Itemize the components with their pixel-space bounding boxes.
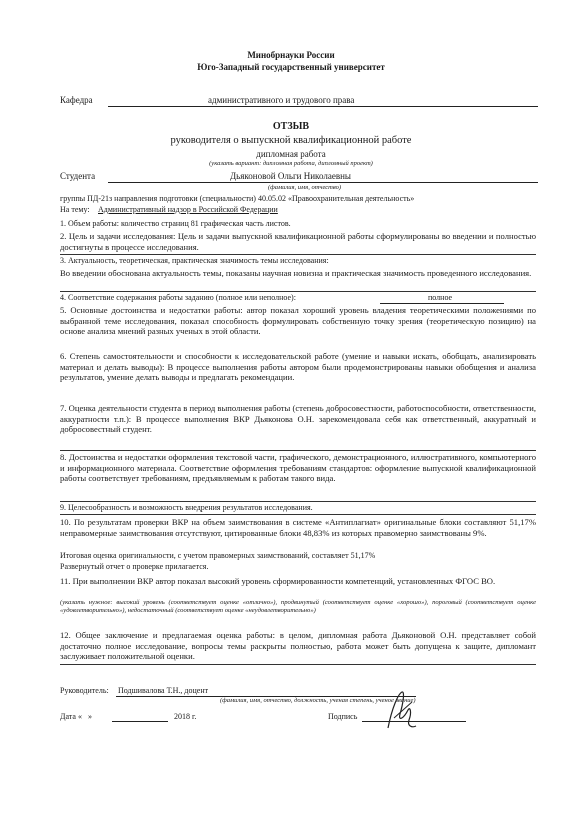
section-11: 11. При выполнении ВКР автор показал высокий уровень сформированности компетенций, установленных ФГОС ВО. — [60, 576, 496, 586]
university-title: Юго-Западный государственный университет — [197, 62, 385, 72]
work-type-hint: (указать вариант: дипломная работа, дипломный проект) — [209, 160, 373, 167]
section-8: 8. Достоинства и недостатки оформления текстовой части, графического, демонстрационного, иллюстративного, компьютерного и информационного материала. Соответствие оформления требованиям стандартов: оформление выпускной квалификационной работы соответствует требованиям, предъявляемым к работам такого вида. — [60, 452, 536, 484]
kafedra-label: Кафедра — [60, 95, 93, 105]
date-label: Дата « — [60, 712, 82, 721]
section-1: 1. Объем работы: количество страниц 81 графическая часть листов. — [60, 219, 291, 228]
divider — [60, 664, 536, 665]
section-11-hint: (указать нужное: высокий уровень (соответствует оценке «отлично»), продвинутый (соответствует оценке «хорошо»), пороговый (соответствует оценке «удовлетворительно»), недостаточный (соответствует оценке «неудовлетворительно») — [60, 599, 536, 615]
section-10-report: Развернутый отчет о проверке прилагается. — [60, 562, 209, 571]
section-12: 12. Общее заключение и предлагаемая оценка работы: в целом, дипломная работа Дьяконовой О.Н. представляет собой достаточно полное исследование, вопросы темы раскрыты полностью, работа может быть допущена к защите, дипломант заслуживает положительной оценки. — [60, 630, 536, 662]
divider — [60, 501, 536, 502]
kafedra-value: административного и трудового права — [208, 95, 355, 105]
section-7: 7. Оценка деятельности студента в период выполнения работы (степень добросовестности, работоспособности, ответственности, аккуратности т.п.): В процессе выполнения ВКР Дьяконова О.Н. зарекомендовала себя как ответственный, аккуратный и добросовестный студент. — [60, 403, 536, 435]
review-word: ОТЗЫВ — [272, 121, 310, 132]
section-5: 5. Основные достоинства и недостатки работы: автор показал хороший уровень владения теоретическими положениями по выбранной теме исследования, показал способность формулировать собственную точку зрения (теоретическую позицию) на основе анализа мнений разных ученых в этой области. — [60, 305, 536, 337]
topic-label: На тему: — [60, 205, 90, 214]
section-2: 2. Цель и задачи исследования: Цель и задачи выпускной квалификационной работы сформулированы во введении и полностью достигнуты в процессе исследования. — [60, 231, 536, 252]
work-type: дипломная работа — [256, 149, 326, 159]
student-underline — [108, 182, 538, 183]
supervisor-value: Подшивалова Т.Н., доцент — [118, 686, 209, 695]
date-year: 2018 г. — [174, 712, 197, 721]
supervisor-label: Руководитель: — [60, 686, 109, 695]
section-4-underline — [380, 303, 504, 304]
section-3-title: 3. Актуальность, теоретическая, практическая значимость темы исследования: — [60, 256, 329, 265]
divider — [60, 450, 536, 451]
review-subtitle: руководителя о выпускной квалификационной работе — [170, 135, 412, 146]
handwritten-signature — [382, 688, 422, 736]
section-9: 9. Целесообразность и возможность внедрения результатов исследования. — [60, 503, 313, 512]
student-label: Студента — [60, 171, 96, 181]
section-10-total: Итоговая оценка оригинальности, с учетом правомерных заимствований, составляет 51,17% — [60, 551, 376, 560]
kafedra-underline — [108, 106, 538, 107]
supervisor-hint: (фамилия, имя, отчество, должность, ученая степень, ученое звание) — [220, 697, 416, 704]
section-3-text: Во введении обоснована актуальность темы, показаны научная новизна и практическая значимость проведенного исследования. — [60, 268, 532, 278]
section-4-label: 4. Соответствие содержания работы заданию (полное или неполное): — [60, 293, 296, 302]
date-day-close: » — [88, 712, 92, 721]
date-month-underline — [112, 721, 168, 722]
group-line: группы ПД-21з направления подготовки (специальности) 40.05.02 «Правоохранительная деятельность» — [60, 194, 415, 203]
topic-value: Административный надзор в Российской Федерации — [98, 205, 278, 214]
divider — [60, 291, 536, 292]
section-10: 10. По результатам проверки ВКР на объем заимствования в системе «Антиплагиат» оригинальные блоки составляют 51,17% неправомерные заимствования отсутствуют, цитированные блоки 48,83% из которых правомерно заимствованы 9%. — [60, 517, 536, 538]
student-name: Дьяконовой Ольги Николаевны — [230, 171, 351, 181]
divider — [60, 254, 536, 255]
student-name-hint: (фамилия, имя, отчество) — [268, 184, 342, 191]
divider — [60, 514, 536, 515]
signature-label: Подпись — [328, 712, 358, 721]
section-6: 6. Степень самостоятельности и способности к исследовательской работе (умение и навыки искать, обобщать, анализировать материал и делать выводы): В процессе выполнения работы автором были продемонстрированы навыки обобщения и анализа результатов, умение делать выводы и предлагать рекомендации. — [60, 351, 536, 383]
section-4-value: полное — [428, 293, 453, 302]
ministry-title: Минобрнауки России — [247, 50, 335, 60]
